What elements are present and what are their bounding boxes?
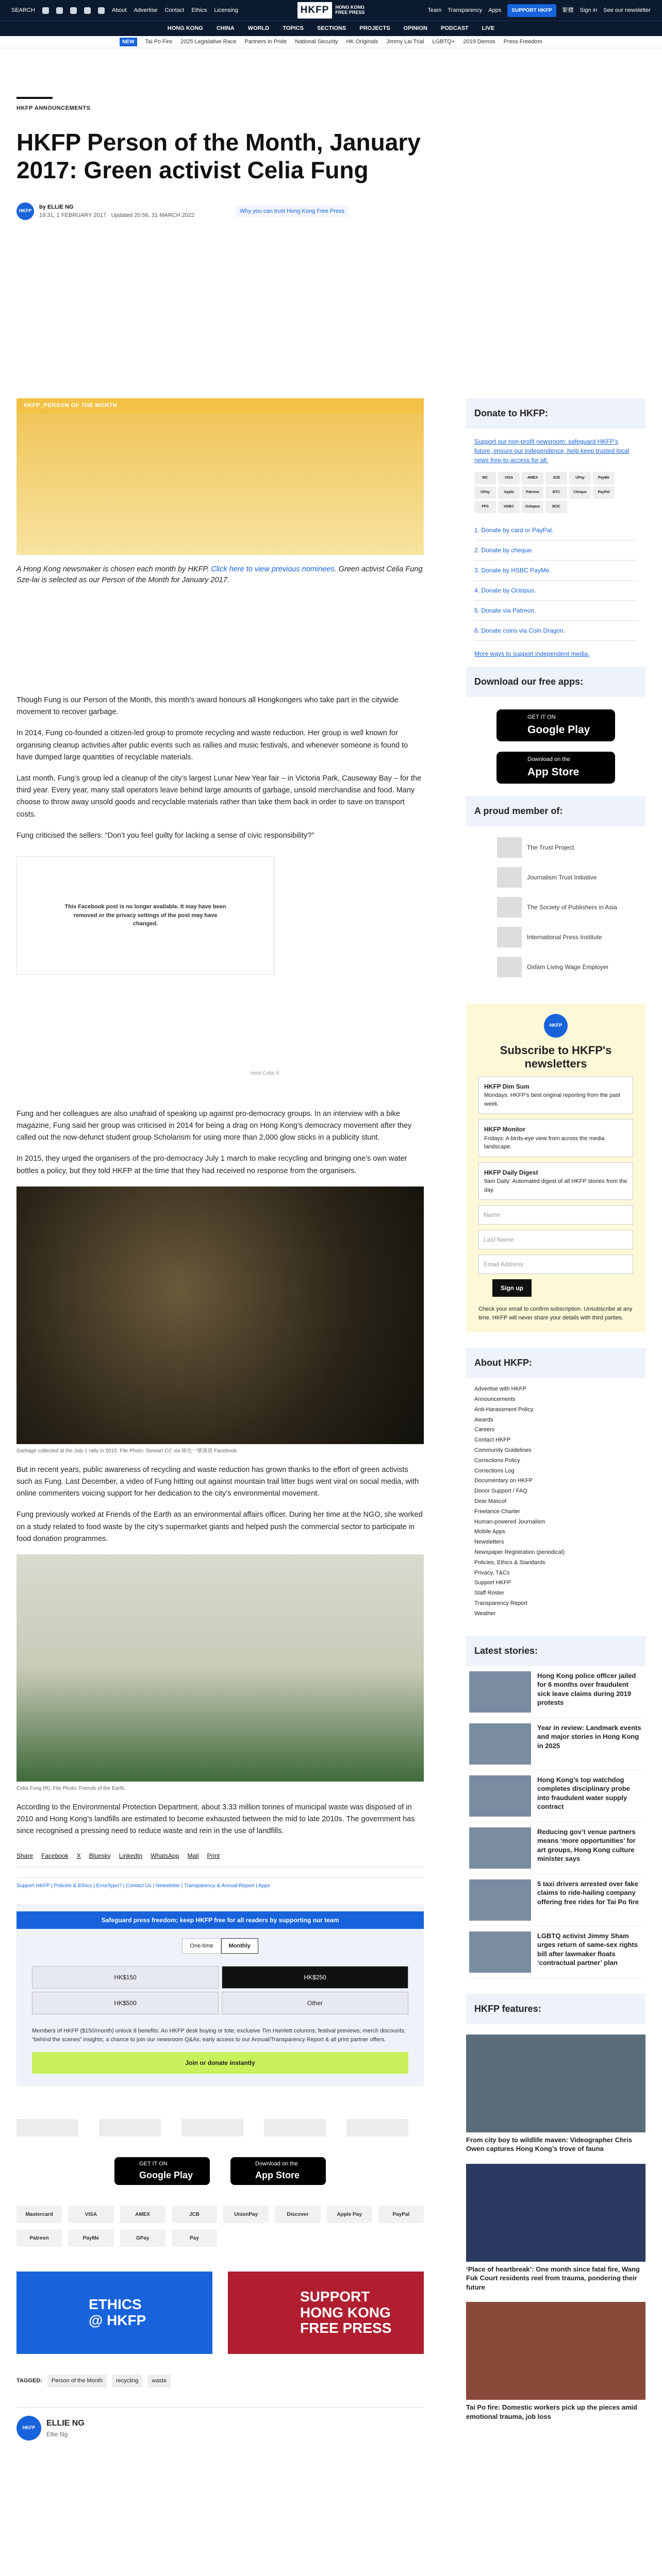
first-name-input[interactable]: Name — [478, 1205, 633, 1225]
share-mail[interactable]: Mail — [187, 1852, 199, 1859]
join-button[interactable]: Join or donate instantly — [32, 2052, 408, 2074]
facebook-icon[interactable] — [42, 7, 49, 14]
publish-date: 19:31, 1 FEBRUARY 2017 · Updated 20:56, 31 MARCH 2022 — [39, 212, 195, 219]
sopa-logo[interactable] — [181, 2119, 243, 2137]
feature-story[interactable]: Tai Po fire: Domestic workers pick up the pieces amid emotional trauma, job loss — [466, 2302, 646, 2421]
youtube-icon[interactable] — [84, 7, 91, 14]
amount-options — [32, 1966, 408, 2014]
payment-icon: AMEX — [120, 2206, 166, 2223]
latest-story[interactable]: LGBTQ activist Jimmy Sham urges return of same-sex rights bill after lawmaker floats ‘contractual partner’ plan — [469, 1926, 642, 1978]
nav-world[interactable]: WORLD — [247, 25, 270, 32]
tags-label: TAGGED: — [16, 2378, 42, 2384]
card-icon: Patreon — [522, 486, 543, 499]
card-icon: FPS — [474, 501, 496, 513]
card-icon: BTC — [545, 486, 567, 499]
google-play-button[interactable]: GET IT ON Google Play — [114, 2157, 210, 2185]
article-body — [16, 398, 424, 2441]
hot-topic[interactable]: LGBTQ+ — [432, 39, 455, 45]
article-category[interactable]: HKFP ANNOUNCEMENTS — [16, 105, 91, 111]
about-link[interactable]: Careers — [474, 1427, 495, 1433]
payment-icon: GPay — [120, 2229, 166, 2247]
payment-icon: Mastercard — [16, 2206, 62, 2223]
member-logo[interactable]: The Trust Project — [466, 833, 646, 862]
newsletter-logo: HKFP — [544, 1014, 568, 1038]
nav-hong-kong[interactable]: HONG KONG — [167, 25, 203, 32]
facebook-embed-credit[interactable]: Held Celia ® — [250, 1070, 279, 1076]
app-store-button[interactable]: Download on the App Store — [496, 752, 615, 784]
tag[interactable]: waste — [147, 2375, 171, 2387]
hot-topic[interactable]: Tai Po Fire — [145, 39, 173, 45]
nav-opinion[interactable]: OPINION — [403, 25, 427, 32]
top-nav-advertise[interactable]: Advertise — [134, 7, 158, 13]
app-store-button[interactable]: Download on the App Store — [230, 2157, 326, 2185]
about-link[interactable]: Staff Roster — [474, 1590, 504, 1597]
about-link[interactable]: Advertise with HKFP — [474, 1386, 526, 1393]
about-link[interactable]: Contact HKFP — [474, 1437, 511, 1444]
newsletter-option[interactable]: HKFP Daily Digest 9am Daily: Automated digest of all HKFP stories from the day. — [478, 1162, 633, 1200]
more-ways-link[interactable]: More ways to support independent media. — [474, 650, 590, 657]
donate-option[interactable]: 2. Donate by cheque. — [474, 540, 637, 561]
payment-methods — [16, 2206, 424, 2247]
about-link[interactable]: Newspaper Registration (periodical) — [474, 1549, 565, 1556]
about-link[interactable]: Community Guidelines — [474, 1447, 532, 1454]
newsletter-box — [466, 1004, 646, 1332]
frequency-toggle — [32, 1938, 408, 1954]
about-link[interactable]: Support HKFP — [474, 1580, 511, 1586]
paragraph: Fung criticised the sellers: “Don’t you feel guilty for lacking a sense of civic responsibility?” — [16, 831, 315, 840]
donate-option[interactable]: 4. Donate by Octopus. — [474, 581, 637, 601]
byline — [16, 202, 646, 220]
donate-widget — [16, 1904, 424, 2087]
freq-one-time[interactable]: One-time — [182, 1938, 221, 1954]
top-nav-ethics[interactable]: Ethics — [191, 7, 207, 13]
instagram-icon[interactable] — [70, 7, 77, 14]
share-whatsapp[interactable]: WhatsApp — [151, 1852, 179, 1859]
paragraph: Though Fung is our Person of the Month, this month’s award honours all Hongkongers who take part in the citywide movement to recover garbage. — [16, 696, 399, 717]
oxfam-logo[interactable] — [346, 2119, 408, 2137]
payment-icon: Patreon — [16, 2229, 62, 2247]
tag[interactable]: recycling — [112, 2375, 142, 2387]
top-nav-contact[interactable]: Contact — [164, 7, 185, 13]
main-nav — [0, 21, 662, 36]
card-icon: HSBC — [498, 501, 520, 513]
card-icon: UPay — [569, 472, 591, 484]
newsletter-option[interactable]: HKFP Dim Sum Mondays: HKFP's best original reporting from the past week. — [478, 1076, 633, 1114]
hot-topic[interactable]: Partners in Pride — [244, 39, 287, 45]
previous-nominees-link[interactable]: Click here to view previous nominees — [211, 565, 335, 573]
support-banner[interactable]: SUPPORT HONG KONG FREE PRESS — [228, 2272, 424, 2354]
top-nav-licensing[interactable]: Licensing — [214, 7, 238, 13]
newsletter-title: Subscribe to HKFP's newsletters — [500, 1044, 612, 1071]
nav-topics[interactable]: TOPICS — [283, 25, 304, 32]
newsletter-link[interactable]: See our newsletter — [603, 7, 651, 13]
paragraph: Last month, Fung’s group led a cleanup of the city’s largest Lunar New Year fair – in Victoria Park, Causeway Bay – for the third year. Every year, many stall operators leave behind large amounts of garbage, unsold merchandise and food. Many choose to throw away unsold goods and recyclable materials rather than take them back in order to save on transport costs. — [16, 774, 422, 819]
amount-option[interactable]: Other — [222, 1992, 408, 2014]
about-link[interactable]: Corrections Policy — [474, 1457, 520, 1464]
potm-banner-label: HKFP_PERSON OF THE MONTH — [16, 398, 424, 413]
nav-live[interactable]: LIVE — [482, 25, 495, 32]
about-link[interactable]: Freelance Charter — [474, 1508, 520, 1515]
paragraph: Fung previously worked at Friends of the Earth as an environmental affairs officer. During her time at the NGO, she worked on a study related to food waste by the city’s supermarket giants and helped push the commercial sector to participate in food donation programmes. — [16, 1511, 423, 1543]
top-nav-apps[interactable]: Apps — [488, 7, 502, 13]
hot-topic[interactable]: Press Freedom — [503, 39, 542, 45]
hot-topic[interactable]: National Security — [295, 39, 338, 45]
google-play-button[interactable]: GET IT ON Google Play — [496, 709, 615, 741]
chinese-link[interactable]: 繁體 — [562, 7, 574, 13]
about-link[interactable]: Mobile Apps — [474, 1529, 505, 1535]
logo-line-1: HONG KONG — [335, 5, 365, 10]
card-icon: GPay — [474, 486, 496, 499]
last-name-input[interactable]: Last Name — [478, 1230, 633, 1249]
nav-projects[interactable]: PROJECTS — [359, 25, 390, 32]
footer-policy-links[interactable]: Support HKFP | Policies & Ethics | Error/typo? | Contact Us | Newsletter | Transparency & Annual Report | Apps — [16, 1877, 424, 1890]
donate-widget-title: Safeguard press freedom; keep HKFP free for all readers by supporting our team — [16, 1911, 424, 1929]
payment-cards — [474, 472, 637, 513]
donate-text[interactable]: Support our non-profit newsroom: safeguard HKFP's future, ensure our independence, help keep trusted local news free-to-access for all. — [474, 438, 630, 464]
hot-topic[interactable]: Jimmy Lai Trial — [386, 39, 424, 45]
amount-option-selected[interactable]: HK$250 — [222, 1966, 408, 1989]
newsletter-option[interactable]: HKFP Monitor Fridays: A birds-eye view from across the media landscape. — [478, 1119, 633, 1157]
about-links — [466, 1378, 646, 1625]
paragraph: In 2014, Fung co-founded a citizen-led group to promote recycling and waste reduction. Her group is well known for organising cleanup activities after public events such as rallies and music festivals, and whenever someone is found to have dumped large quantities of recyclable materials. — [16, 729, 408, 761]
sign-up-button[interactable]: Sign up — [492, 1279, 532, 1297]
member-logo[interactable]: International Press Institute — [466, 922, 646, 952]
sidebar — [466, 398, 646, 2421]
author-box-name[interactable]: ELLIE NG — [46, 2418, 85, 2428]
logo-line-2: FREE PRESS — [335, 10, 365, 15]
top-nav-team[interactable]: Team — [427, 7, 442, 13]
latest-story[interactable]: Year in review: Landmark events and major stories in Hong Kong in 2025 — [469, 1718, 642, 1770]
amount-option[interactable]: HK$150 — [32, 1966, 219, 1989]
about-link[interactable]: Donor Support / FAQ — [474, 1488, 527, 1495]
author-avatar[interactable]: HKFP — [16, 2416, 41, 2441]
newsletter-note: Check your email to confirm subscription. Unsubscribe at any time. HKFP will never share your details with third parties. — [478, 1306, 633, 1321]
share-print[interactable]: Print — [207, 1852, 220, 1859]
member-heading: A proud member of: — [466, 796, 646, 826]
payment-icon: PayMe — [68, 2229, 113, 2247]
payment-icon: Pay — [172, 2229, 217, 2247]
tags — [16, 2375, 424, 2387]
share-bluesky[interactable]: Bluesky — [89, 1852, 111, 1859]
top-nav-about[interactable]: About — [111, 7, 127, 13]
garbage-photo — [16, 1187, 424, 1444]
top-nav-transparency[interactable]: Transparency — [448, 7, 483, 13]
ipi-logo[interactable] — [264, 2119, 326, 2137]
card-icon: PayPal — [593, 486, 615, 499]
share-linkedin[interactable]: LinkedIn — [119, 1852, 143, 1859]
share-x[interactable]: X — [76, 1852, 81, 1859]
card-icon: Cheque — [569, 486, 591, 499]
card-icon: BOC — [545, 501, 567, 513]
payment-icon: JCB — [172, 2206, 217, 2223]
telegram-icon[interactable] — [98, 7, 105, 14]
hot-topic[interactable]: HK Originals — [346, 39, 378, 45]
paragraph: In 2015, they urged the organisers of the pro-democracy July 1 march to make recycling and bringing one’s own water bottles a policy, but they told HKFP at the time that they had received no response from the organisers. — [16, 1155, 407, 1175]
support-hkfp-button[interactable]: SUPPORT HKFP — [507, 4, 556, 17]
about-link[interactable]: Documentary on HKFP — [474, 1478, 533, 1484]
tag[interactable]: Person of the Month — [47, 2375, 107, 2387]
latest-story[interactable]: Hong Kong police officer jailed for 6 months over fraudulent sick leave claims during 2019 protests — [469, 1666, 642, 1718]
apps-heading: Download our free apps: — [466, 667, 646, 697]
promo-banners — [16, 2272, 424, 2354]
app-buttons — [16, 2157, 424, 2185]
payment-icon: UnionPay — [223, 2206, 269, 2223]
donate-heading: Donate to HKFP: — [466, 398, 646, 429]
paragraph: But in recent years, public awareness of recycling and waste reduction has grown thanks to the effort of green activists such as Fung. Last December, a video of Fung hitting out against mountain trail litter bugs went viral on social media, with online commenters voicing support for her dedication to the city’s environmental movement. — [16, 1465, 419, 1498]
member-list — [466, 826, 646, 988]
email-input[interactable]: Email Address — [478, 1255, 633, 1274]
about-heading: About HKFP: — [466, 1348, 646, 1378]
card-icon: PayMe — [593, 472, 615, 484]
latest-story[interactable]: Reducing gov’t venue partners means ‘more opportunities’ for art groups, Hong Kong culture minister says — [469, 1822, 642, 1874]
card-icon: Apple — [498, 486, 520, 499]
hot-topics-bar — [0, 36, 662, 48]
about-link[interactable]: Corrections Log — [474, 1467, 515, 1474]
trust-project-logo[interactable] — [16, 2119, 78, 2137]
latest-heading: Latest stories: — [466, 1636, 646, 1666]
trust-link[interactable]: Why you can trust Hong Kong Free Press — [236, 206, 349, 217]
member-logo[interactable]: The Society of Publishers in Asia — [466, 892, 646, 922]
share-label: Share — [16, 1852, 34, 1859]
author-box — [16, 2407, 424, 2441]
member-logo[interactable]: Oxfam Living Wage Employer — [466, 952, 646, 982]
donate-option[interactable]: 6. Donate coins via Coin Dragon. — [474, 621, 637, 641]
facebook-embed-notice: This Facebook post is no longer available. It may have been removed or the privacy settings of the post may have changed. — [16, 856, 274, 975]
latest-story[interactable]: 5 taxi drivers arrested over fake claims to ride-hailing company offering free rides for Tai Po fire — [469, 1874, 642, 1926]
about-link[interactable]: Announcements — [474, 1396, 516, 1403]
paragraph: According to the Environmental Protection Department, about 3.33 million tonnes of municipal waste was disposed of in 2010 and Hong Kong’s landfills are estimated to become exhausted between the mid to late 2010s. The government has since recognised a pressing need to reduce waste and rein in the use of landfills. — [16, 1803, 415, 1836]
feature-image — [16, 413, 424, 555]
freq-monthly[interactable]: Monthly — [221, 1938, 258, 1954]
payment-icon: Apple Pay — [327, 2206, 372, 2223]
about-link[interactable]: Policies, Ethics & Standards — [474, 1559, 545, 1566]
logo-mark: HKFP — [297, 2, 333, 19]
card-icon: AMEX — [522, 472, 543, 484]
share-bar — [16, 1851, 424, 1867]
author-avatar[interactable]: HKFP — [16, 202, 34, 220]
hot-topic[interactable]: 2019 Demos — [463, 39, 495, 45]
latest-list — [466, 1666, 646, 1978]
member-logo[interactable]: Journalism Trust Initiative — [466, 862, 646, 892]
about-link[interactable]: Awards — [474, 1416, 493, 1423]
about-link[interactable]: Human-powered Journalism — [474, 1518, 545, 1525]
payment-icon: PayPal — [378, 2206, 424, 2223]
about-link[interactable]: Newsletters — [474, 1539, 504, 1546]
feature-story[interactable]: ‘Place of heartbreak’: One month since fatal fire, Wang Fuk Court residents reel from trauma, pondering their future — [466, 2164, 646, 2292]
photo-caption: Celia Fung (R). File Photo: Friends of the Earth. — [16, 1785, 126, 1791]
about-link[interactable]: Dear Mascot — [474, 1498, 507, 1505]
author-box-role: Ellie Ng — [46, 2430, 68, 2438]
card-icon: MC — [474, 472, 496, 484]
about-link[interactable]: Transparency Report — [474, 1600, 527, 1607]
nav-podcast[interactable]: PODCAST — [440, 25, 469, 32]
ethics-banner[interactable]: ETHICS @ HKFP — [16, 2272, 212, 2354]
about-link[interactable]: Anti-Harassment Policy — [474, 1406, 534, 1413]
donate-option[interactable]: 3. Donate by HSBC PayMe. — [474, 561, 637, 581]
new-badge: NEW — [120, 38, 137, 46]
about-link[interactable]: Privacy, T&Cs — [474, 1569, 510, 1576]
search-button[interactable]: SEARCH — [11, 7, 35, 13]
member-logo-row — [16, 2119, 424, 2137]
member-benefits: Members of HKFP ($150/month) unlock 8 benefits: An HKFP desk buying or tote; exclusive Tim Hamlett columns; festival previews; merch discounts; “behind the scenes” insights; a chance to join our newsroom Q&As; early access to our Annual/Transparency Report & all print partner offers. — [32, 2028, 406, 2043]
latest-story[interactable]: Hong Kong’s top watchdog completes disciplinary probe into fraudulent water supply contract — [469, 1770, 642, 1822]
photo-caption: Garbage collected at the July 1 rally in 2015. File Photo: Stewart CC via 綠色一號通道 Facebook. — [16, 1448, 238, 1454]
donate-option[interactable]: 5. Donate via Patreon. — [474, 601, 637, 621]
payment-icon: Discover — [275, 2206, 320, 2223]
card-icon: Octopus — [522, 501, 543, 513]
sidebar-app-buttons — [466, 709, 646, 784]
share-facebook[interactable]: Facebook — [41, 1852, 69, 1859]
paragraph: Fung and her colleagues are also unafraid of speaking up against pro-democracy groups. In an interview with a bike magazine, Fung said her group was criticised in 2014 for being a drag on Hong Kong’s democracy movement after they called out the now-defunct student group Scholarism for using more than 2,000 glow sticks in a publicity stunt. — [16, 1109, 412, 1142]
nav-sections[interactable]: SECTIONS — [317, 25, 346, 32]
intro: A Hong Kong newsmaker is chosen each month by HKFP. Click here to view previous nominees. Green activist Celia Fung Sze-lai is selected as our Person of the Month for January 2017. — [16, 565, 423, 585]
site-logo[interactable] — [297, 0, 365, 21]
jti-logo[interactable] — [99, 2119, 161, 2137]
sign-in-link[interactable]: Sign in — [580, 7, 598, 13]
hot-topic[interactable]: 2025 Legislative Race — [180, 39, 237, 45]
card-icon: JCB — [545, 472, 567, 484]
x-icon[interactable] — [56, 7, 63, 14]
features-list — [466, 2035, 646, 2421]
article-title: HKFP Person of the Month, January 2017: Green activist Celia Fung — [16, 128, 421, 183]
nav-china[interactable]: CHINA — [216, 25, 235, 32]
celia-fung-photo — [16, 1554, 424, 1782]
top-bar — [0, 0, 662, 21]
features-heading: HKFP features: — [466, 1994, 646, 2024]
feature-story[interactable]: From city boy to wildlife maven: Videographer Chris Owen captures Hong Kong’s trove of fauna — [466, 2035, 646, 2154]
author-name[interactable]: by ELLIE NG — [39, 204, 74, 210]
page-wrap — [16, 97, 646, 2438]
amount-option[interactable]: HK$500 — [32, 1992, 219, 2014]
headline-rule — [16, 97, 53, 99]
card-icon: VISA — [498, 472, 520, 484]
payment-icon: VISA — [68, 2206, 113, 2223]
about-link[interactable]: Weather — [474, 1610, 496, 1617]
donate-option[interactable]: 1. Donate by card or PayPal. — [474, 520, 637, 540]
